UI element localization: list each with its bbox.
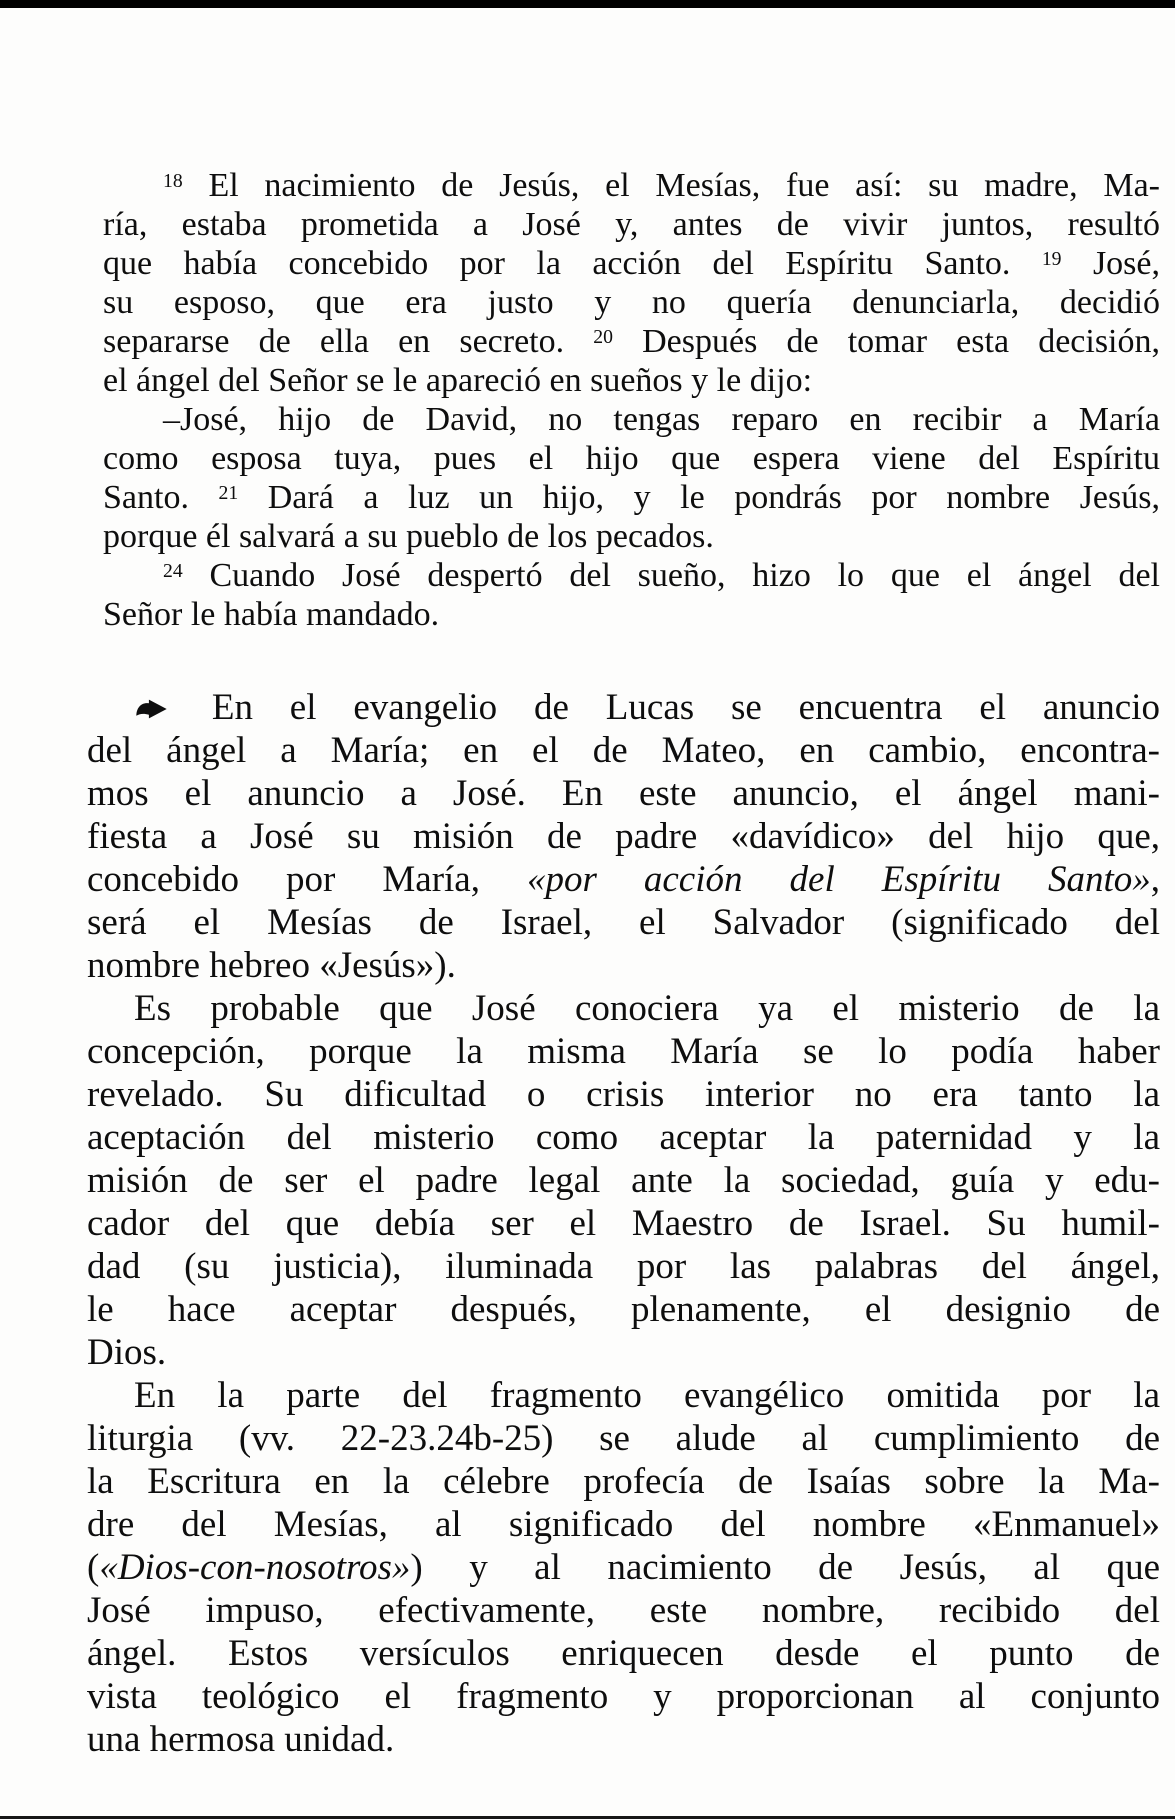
italic-phrase: «Dios-con-nosotros» (99, 1547, 411, 1588)
text-line (87, 1417, 1160, 1460)
verse-number: 24 (163, 560, 183, 583)
text-run: Cuando José despertó del sueño, hizo lo que el ángel del (182, 557, 1160, 594)
text-run: ángel. Estos versículos enriquecen desde el punto de (87, 1633, 1160, 1674)
text-run: liturgia (vv. 22-23.24b-25) se alude al cumplimiento de (87, 1418, 1160, 1459)
text-line (87, 815, 1160, 858)
text-run: aceptación del misterio como aceptar la paternidad y la (87, 1117, 1160, 1158)
text-line (87, 686, 1160, 729)
text-run: la Escritura en la célebre profecía de Isaías sobre la Ma- (87, 1461, 1160, 1502)
paragraph (103, 400, 1160, 556)
text-run: concebido por María, (87, 859, 527, 900)
text-line (87, 901, 1160, 944)
text-run: vista teológico el fragmento y proporcionan al conjunto (87, 1676, 1160, 1717)
italic-phrase: «por acción del Espíritu Santo» (526, 859, 1151, 900)
paragraph (87, 987, 1160, 1374)
text-run: fiesta a José su misión de padre «davídico» del hijo que, (87, 816, 1160, 857)
text-run: misión de ser el padre legal ante la sociedad, guía y edu- (87, 1160, 1160, 1201)
text-line (87, 1546, 1160, 1589)
text-run: será el Mesías de Israel, el Salvador (significado del (87, 902, 1160, 943)
text-line (87, 1675, 1160, 1718)
text-line (87, 987, 1160, 1030)
text-line (103, 166, 1160, 205)
text-run: le hace aceptar después, plenamente, el designio de (87, 1289, 1160, 1330)
text-run: porque él salvará a su pueblo de los pecados. (103, 518, 714, 555)
text-line (103, 244, 1160, 283)
text-line (103, 556, 1160, 595)
text-line (87, 1374, 1160, 1417)
text-line (87, 1718, 1160, 1761)
paragraph (103, 556, 1160, 634)
text-line (87, 1288, 1160, 1331)
text-run: nombre hebreo «Jesús»). (87, 945, 456, 986)
text-line (87, 858, 1160, 901)
text-run: revelado. Su dificultad o crisis interior no era tanto la (87, 1074, 1160, 1115)
verse-number: 21 (218, 482, 239, 505)
verse-number: 20 (593, 326, 613, 349)
text-run: mos el anuncio a José. En este anuncio, el ángel mani- (87, 773, 1160, 814)
text-line (103, 400, 1160, 439)
text-run: Señor le había mandado. (103, 596, 440, 633)
text-line (103, 283, 1160, 322)
text-run: Es probable que José conociera ya el misterio de la (134, 988, 1160, 1029)
text-line (103, 478, 1160, 517)
text-line (103, 361, 1160, 400)
text-line (87, 1331, 1160, 1374)
text-line (87, 1589, 1160, 1632)
text-run: el ángel del Señor se le apareció en sueños y le dijo: (103, 362, 813, 399)
text-run: que había concebido por la acción del Espíritu Santo. (103, 245, 1042, 282)
text-line (87, 772, 1160, 815)
text-run: Dará a luz un hijo, y le pondrás por nombre Jesús, (238, 479, 1160, 516)
text-run: separarse de ella en secreto. (103, 323, 594, 360)
text-line (87, 1632, 1160, 1675)
gospel-quote-block (103, 166, 1160, 634)
text-run: José, (1061, 245, 1160, 282)
text-line (87, 1030, 1160, 1073)
text-run: José impuso, efectivamente, este nombre, recibido del (87, 1590, 1160, 1631)
text-line (103, 517, 1160, 556)
paragraph (103, 166, 1160, 400)
verse-number: 19 (1041, 248, 1062, 271)
page-top-edge-bar (0, 0, 1175, 8)
text-line (103, 595, 1160, 634)
text-line (87, 1460, 1160, 1503)
paragraph (87, 1374, 1160, 1761)
text-line (87, 1073, 1160, 1116)
text-run: del ángel a María; en el de Mateo, en cambio, encontra- (87, 730, 1160, 771)
text-run: Después de tomar esta decisión, (612, 323, 1160, 360)
text-run: Santo. (103, 479, 219, 516)
text-line (87, 1159, 1160, 1202)
text-run: concepción, porque la misma María se lo podía haber (87, 1031, 1160, 1072)
text-run: El nacimiento de Jesús, el Mesías, fue así: su madre, Ma- (182, 167, 1160, 204)
text-run: dad (su justicia), iluminada por las palabras del ángel, (87, 1246, 1160, 1287)
text-line (103, 439, 1160, 478)
text-run: su esposo, que era justo y no quería denunciarla, decidió (103, 284, 1160, 321)
text-run: dre del Mesías, al significado del nombre «Enmanuel» (87, 1504, 1160, 1545)
paragraph (87, 686, 1160, 987)
text-line (87, 729, 1160, 772)
text-run: ) y al nacimiento de Jesús, al que (410, 1547, 1160, 1588)
commentary-block (87, 686, 1160, 1761)
text-run: En el evangelio de Lucas se encuentra el anuncio (175, 687, 1160, 728)
text-line (87, 1202, 1160, 1245)
right-arrow-icon (134, 698, 168, 721)
text-run: ría, estaba prometida a José y, antes de vivir juntos, resultó (103, 206, 1160, 243)
text-line (103, 205, 1160, 244)
text-line (87, 1503, 1160, 1546)
text-run: una hermosa unidad. (87, 1719, 395, 1760)
text-run: –José, hijo de David, no tengas reparo en recibir a María (163, 401, 1160, 438)
text-run: En la parte del fragmento evangélico omitida por la (134, 1375, 1160, 1416)
text-line (87, 1245, 1160, 1288)
text-run: , (1150, 859, 1160, 900)
text-run: ( (87, 1547, 100, 1588)
verse-number: 18 (163, 170, 183, 193)
text-line (87, 1116, 1160, 1159)
text-run: como esposa tuya, pues el hijo que espera viene del Espíritu (103, 440, 1160, 477)
text-run: cador del que debía ser el Maestro de Israel. Su humil- (87, 1203, 1160, 1244)
text-run: Dios. (87, 1332, 167, 1373)
text-line (87, 944, 1160, 987)
text-line (103, 322, 1160, 361)
